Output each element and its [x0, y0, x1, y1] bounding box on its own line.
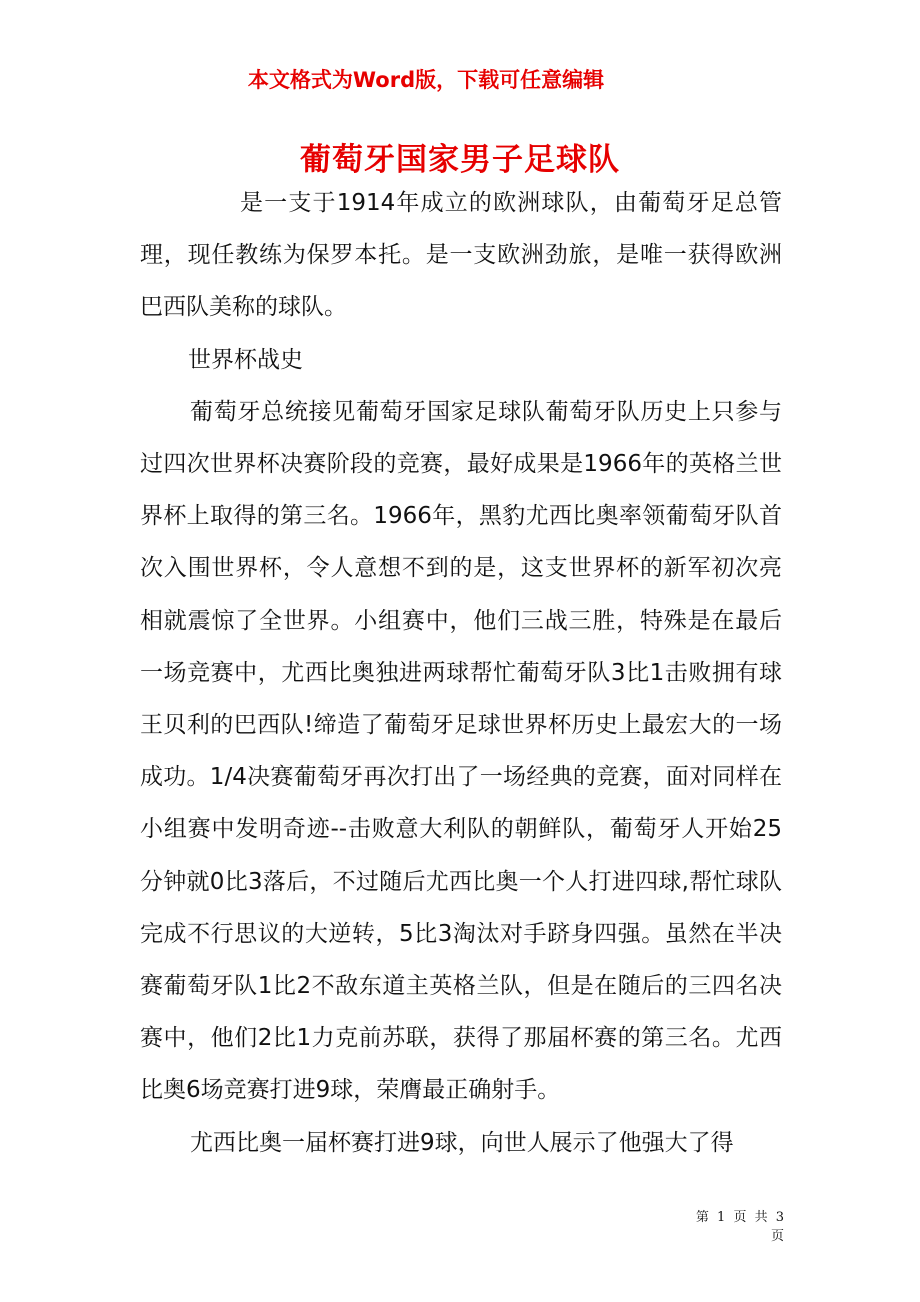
- document-title: 葡萄牙国家男子足球队: [300, 142, 620, 178]
- page-number-footer: 第 1 页 共 3 页: [695, 1210, 786, 1244]
- section-heading-world-cup-history: 世界杯战史: [188, 346, 303, 373]
- intro-paragraph: 是一支于1914年成立的欧洲球队，由葡萄牙足总管理，现任教练为保罗本托。是一支欧洲劲旅，是唯一获得欧洲巴西队美称的球队。: [140, 190, 782, 321]
- document-body: [140, 177, 782, 1169]
- format-notice-banner: 本文格式为Word版，下载可任意编辑: [247, 68, 605, 92]
- eusebio-paragraph: 尤西比奥一届杯赛打进9球，向世人展示了他强大了得: [190, 1129, 734, 1156]
- history-paragraph: 葡萄牙总统接见葡萄牙国家足球队葡萄牙队历史上只参与过四次世界杯决赛阶段的竞赛，最好成果是1966年的英格兰世界杯上取得的第三名。1966年，黑豹尤西比奥率领葡萄牙队首次入围世界杯，令人意想不到的是，这支世界杯的新军初次亮相就震惊了全世界。小组赛中，他们三战三胜，特殊是在最后一场竞赛中，尤西比奥独进两球帮忙葡萄牙队3比1击败拥有球王贝利的巴西队!缔造了葡萄牙足球世界杯历史上最宏大的一场成功。1/4决赛葡萄牙再次打出了一场经典的竞赛，面对同样在小组赛中发明奇迹--击败意大利队的朝鲜队，葡萄牙人开始25分钟就0比3落后，不过随后尤西比奥一个人打进四球,帮忙球队完成不行思议的大逆转，5比3淘汰对手跻身四强。虽然在半决赛葡萄牙队1比2不敌东道主英格兰队，但是在随后的三四名决赛中，他们2比1力克前苏联，获得了那届杯赛的第三名。尤西比奥6场竞赛打进9球，荣膺最正确射手。: [140, 398, 782, 1104]
